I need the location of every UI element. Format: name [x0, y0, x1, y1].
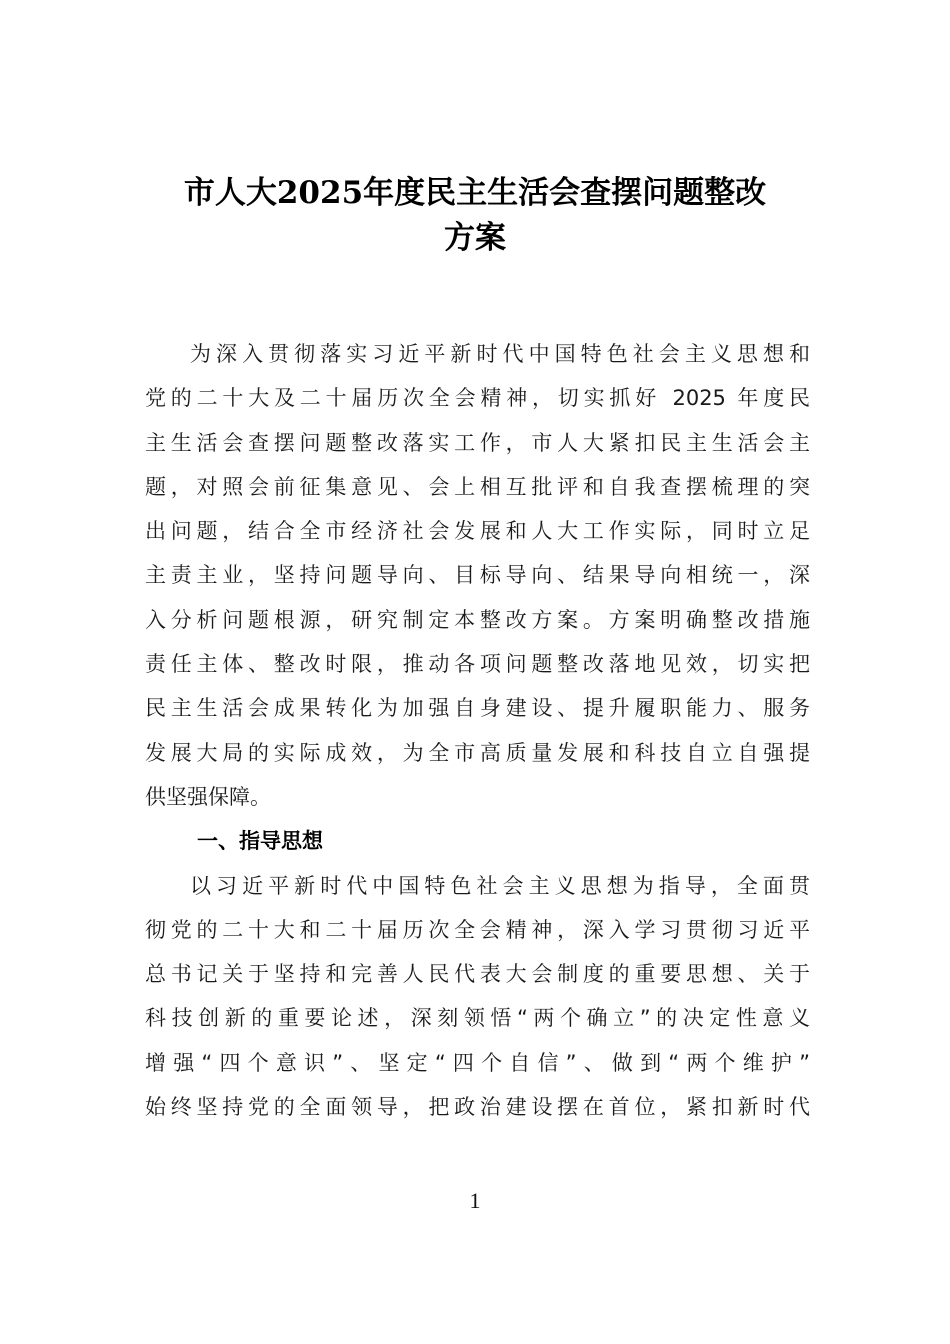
paragraph-line: 出问题，结合全市经济社会发展和人大工作实际，同时立足 [145, 519, 810, 544]
paragraph-line: 以习近平新时代中国特色社会主义思想为指导，全面贯 [190, 873, 810, 898]
paragraph-line: 科技创新的重要论述，深刻领悟“两个确立”的决定性意义 [145, 1006, 810, 1031]
section-1-paragraph [145, 864, 810, 1130]
document-body [145, 332, 810, 1129]
paragraph-line: 供坚强保障。 [145, 784, 271, 809]
paragraph-line: 主生活会查摆问题整改落实工作，市人大紧扣民主生活会主 [145, 430, 810, 455]
page-number: 1 [469, 1188, 481, 1213]
paragraph-line: 入分析问题根源，研究制定本整改方案。方案明确整改措施 [145, 607, 810, 632]
section-heading-guiding-ideology: 一、指导思想 [197, 829, 323, 854]
paragraph-line: 始终坚持党的全面领导，把政治建设摆在首位，紧扣新时代 [145, 1095, 810, 1120]
paragraph-line: 总书记关于坚持和完善人民代表大会制度的重要思想、关于 [145, 962, 810, 987]
paragraph-line: 彻党的二十大和二十届历次全会精神，深入学习贯彻习近平 [145, 917, 810, 942]
paragraph-line: 民主生活会成果转化为加强自身建设、提升履职能力、服务 [145, 696, 810, 721]
document-title-line-1: 市人大2025年度民主生活会查摆问题整改 [183, 175, 767, 211]
paragraph-line: 主责主业，坚持问题导向、目标导向、结果导向相统一，深 [145, 563, 810, 588]
paragraph-line: 为深入贯彻落实习近平新时代中国特色社会主义思想和 [190, 342, 810, 366]
intro-paragraph [145, 332, 810, 819]
paragraph-line: 责任主体、整改时限，推动各项问题整改落地见效，切实把 [145, 652, 810, 677]
document-title-line-2: 方案 [444, 220, 506, 256]
paragraph-line: 题，对照会前征集意见、会上相互批评和自我查摆梳理的突 [145, 474, 810, 499]
paragraph-line: 党的二十大及二十届历次全会精神，切实抓好 2025 年度民 [145, 386, 810, 411]
paragraph-line: 增强“四个意识”、坚定“四个自信”、做到“两个维护” [145, 1050, 810, 1075]
paragraph-line: 发展大局的实际成效，为全市高质量发展和科技自立自强提 [145, 740, 810, 765]
